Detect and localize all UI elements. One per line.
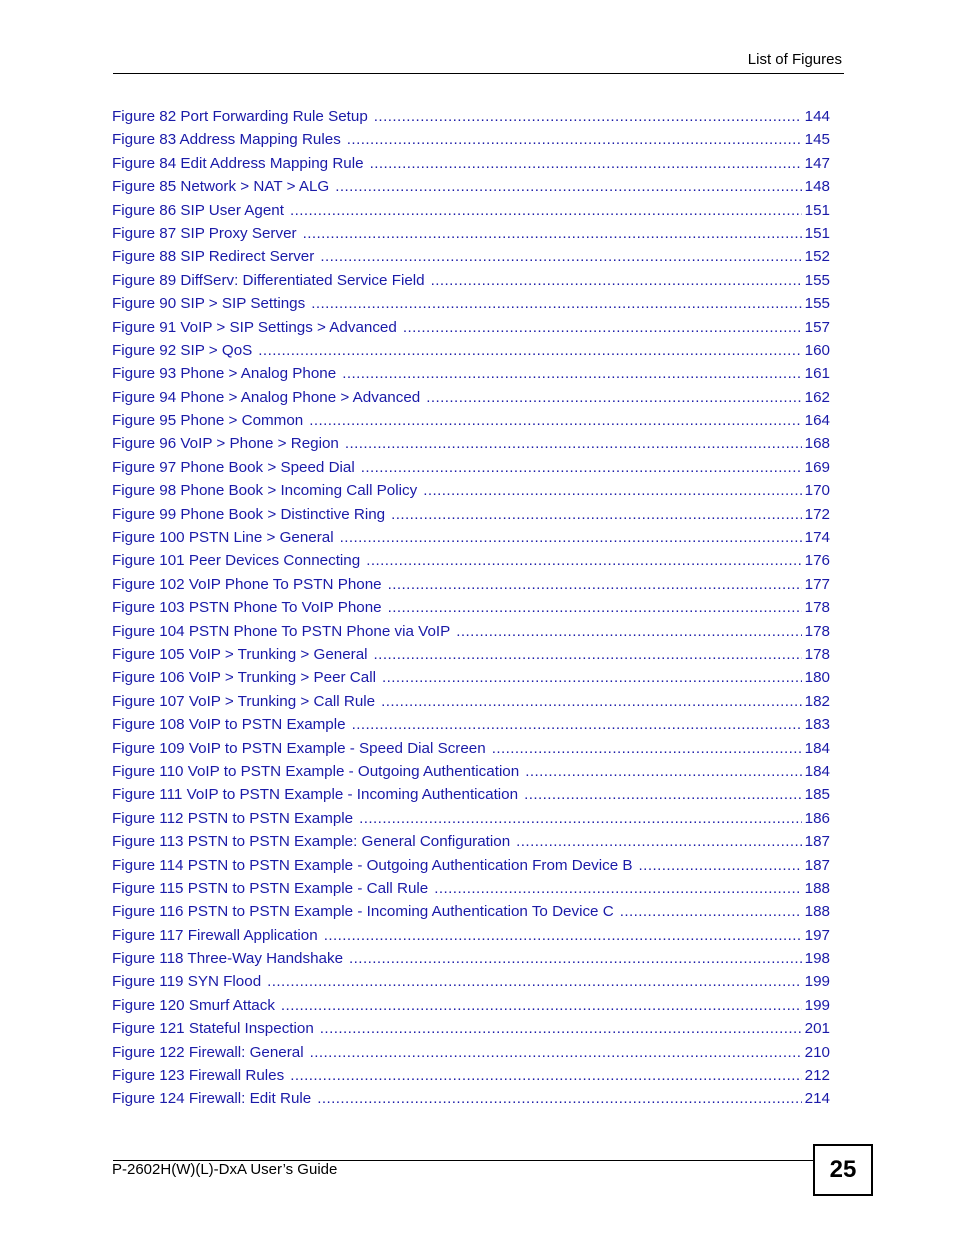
toc-entry[interactable] <box>112 293 830 316</box>
toc-entry[interactable] <box>112 527 830 550</box>
toc-entry-title: Figure 96 VoIP > Phone > Region <box>112 435 339 453</box>
toc-entry-title: Figure 123 Firewall Rules <box>112 1067 285 1085</box>
toc-entry[interactable] <box>112 948 830 971</box>
running-header: List of Figures <box>747 51 842 68</box>
toc-entry-page: 199 <box>804 973 830 991</box>
dot-leader <box>345 433 802 454</box>
toc-entry[interactable] <box>112 714 830 737</box>
toc-entry[interactable] <box>112 223 830 246</box>
toc-entry-title: Figure 115 PSTN to PSTN Example - Call Rule <box>112 879 429 897</box>
toc-entry[interactable] <box>112 246 830 269</box>
toc-entry-title: Figure 99 Phone Book > Distinctive Ring <box>112 505 386 523</box>
dot-leader <box>525 761 801 782</box>
toc-entry[interactable] <box>112 480 830 503</box>
toc-entry-page: 151 <box>804 224 830 242</box>
toc-entry-page: 157 <box>804 318 830 336</box>
dot-leader <box>310 1042 802 1063</box>
toc-entry-title: Figure 97 Phone Book > Speed Dial <box>112 458 355 476</box>
dot-leader <box>403 317 802 338</box>
toc-entry-page: 198 <box>804 950 830 968</box>
toc-entry[interactable] <box>112 855 830 878</box>
toc-entry-title: Figure 116 PSTN to PSTN Example - Incoming Authentication To Device C <box>112 903 614 921</box>
toc-entry-page: 147 <box>804 154 830 172</box>
toc-entry[interactable] <box>112 1088 830 1111</box>
toc-entry-title: Figure 102 VoIP Phone To PSTN Phone <box>112 575 382 593</box>
toc-entry-title: Figure 110 VoIP to PSTN Example - Outgoing Authentication <box>112 762 520 780</box>
dot-leader <box>381 691 802 712</box>
dot-leader <box>317 1088 801 1109</box>
dot-leader <box>456 621 801 642</box>
toc-entry-page: 178 <box>804 645 830 663</box>
toc-entry-title: Figure 85 Network > NAT > ALG <box>112 178 330 196</box>
toc-entry[interactable] <box>112 363 830 386</box>
toc-entry-page: 184 <box>804 739 830 757</box>
toc-entry[interactable] <box>112 410 830 433</box>
toc-entry-title: Figure 109 VoIP to PSTN Example - Speed Dial Screen <box>112 739 486 757</box>
dot-leader <box>524 784 802 805</box>
toc-entry[interactable] <box>112 597 830 620</box>
dot-leader <box>434 878 801 899</box>
toc-entry-page: 214 <box>804 1090 830 1108</box>
dot-leader <box>311 293 801 314</box>
toc-entry[interactable] <box>112 504 830 527</box>
toc-entry[interactable] <box>112 808 830 831</box>
dot-leader <box>347 129 802 150</box>
toc-entry-title: Figure 91 VoIP > SIP Settings > Advanced <box>112 318 397 336</box>
toc-entry[interactable] <box>112 550 830 573</box>
dot-leader <box>335 176 801 197</box>
toc-entry[interactable] <box>112 129 830 152</box>
toc-entry-page: 160 <box>804 341 830 359</box>
toc-entry[interactable] <box>112 457 830 480</box>
toc-entry-title: Figure 111 VoIP to PSTN Example - Incoming Authentication <box>112 786 519 804</box>
toc-entry-page: 178 <box>804 599 830 617</box>
toc-entry-title: Figure 119 SYN Flood <box>112 973 262 991</box>
toc-entry-page: 188 <box>804 879 830 897</box>
dot-leader <box>639 855 802 876</box>
toc-entry[interactable] <box>112 106 830 129</box>
toc-entry[interactable] <box>112 387 830 410</box>
toc-entry-page: 155 <box>804 295 830 313</box>
dot-leader <box>309 410 801 431</box>
toc-entry-title: Figure 112 PSTN to PSTN Example <box>112 809 354 827</box>
toc-entry-title: Figure 105 VoIP > Trunking > General <box>112 645 368 663</box>
toc-entry-page: 144 <box>804 108 830 125</box>
dot-leader <box>423 480 801 501</box>
toc-entry-page: 168 <box>804 435 830 453</box>
toc-entry[interactable] <box>112 1018 830 1041</box>
dot-leader <box>391 504 802 525</box>
toc-entry-title: Figure 84 Edit Address Mapping Rule <box>112 154 364 172</box>
dot-leader <box>303 223 802 244</box>
toc-entry-page: 184 <box>804 762 830 780</box>
toc-entry-title: Figure 121 Stateful Inspection <box>112 1020 314 1038</box>
dot-leader <box>492 738 802 759</box>
toc-entry-page: 161 <box>804 365 830 383</box>
toc-entry-page: 187 <box>804 856 830 874</box>
toc-entry-page: 180 <box>804 669 830 687</box>
toc-entry-title: Figure 124 Firewall: Edit Rule <box>112 1090 312 1108</box>
toc-entry-title: Figure 114 PSTN to PSTN Example - Outgoing Authentication From Device B <box>112 856 633 874</box>
toc-entry-page: 145 <box>804 131 830 149</box>
guide-title: P-2602H(W)(L)-DxA User’s Guide <box>112 1161 338 1178</box>
dot-leader <box>320 1018 802 1039</box>
toc-entry[interactable] <box>112 784 830 807</box>
toc-entry-page: 148 <box>804 178 830 196</box>
toc-entry[interactable] <box>112 971 830 994</box>
toc-entry-page: 169 <box>804 458 830 476</box>
toc-entry[interactable] <box>112 691 830 714</box>
toc-entry[interactable] <box>112 340 830 363</box>
dot-leader <box>374 644 802 665</box>
dot-leader <box>366 550 801 571</box>
toc-entry[interactable] <box>112 1065 830 1088</box>
toc-entry-page: 182 <box>804 692 830 710</box>
dot-leader <box>388 574 802 595</box>
dot-leader <box>290 1065 801 1086</box>
toc-entry[interactable] <box>112 644 830 667</box>
toc-entry-page: 162 <box>804 388 830 406</box>
toc-entry-title: Figure 95 Phone > Common <box>112 412 304 430</box>
toc-entry-page: 151 <box>804 201 830 219</box>
toc-entry-title: Figure 117 Firewall Application <box>112 926 318 944</box>
toc-entry-page: 152 <box>804 248 830 266</box>
toc-entry-page: 187 <box>804 833 830 851</box>
dot-leader <box>290 200 802 221</box>
toc-entry[interactable] <box>112 667 830 690</box>
toc-entry-page: 178 <box>804 622 830 640</box>
list-of-figures <box>112 106 830 1112</box>
dot-leader <box>388 597 802 618</box>
dot-leader <box>426 387 801 408</box>
toc-entry-page: 174 <box>804 529 830 547</box>
toc-entry-title: Figure 98 Phone Book > Incoming Call Policy <box>112 482 418 500</box>
toc-entry-title: Figure 113 PSTN to PSTN Example: General Configuration <box>112 833 511 851</box>
toc-entry-title: Figure 100 PSTN Line > General <box>112 529 334 547</box>
toc-entry-page: 201 <box>804 1020 830 1038</box>
page-number: 25 <box>813 1144 873 1196</box>
toc-entry-page: 155 <box>804 271 830 289</box>
dot-leader <box>431 270 802 291</box>
toc-entry[interactable] <box>112 153 830 176</box>
dot-leader <box>370 153 802 174</box>
toc-entry-page: 164 <box>804 412 830 430</box>
toc-entry-title: Figure 107 VoIP > Trunking > Call Rule <box>112 692 376 710</box>
toc-entry[interactable] <box>112 317 830 340</box>
toc-entry-page: 197 <box>804 926 830 944</box>
dot-leader <box>267 971 802 992</box>
toc-entry[interactable] <box>112 176 830 199</box>
toc-entry-page: 210 <box>804 1043 830 1061</box>
toc-entry[interactable] <box>112 574 830 597</box>
dot-leader <box>516 831 802 852</box>
dot-leader <box>342 363 801 384</box>
header-divider <box>113 73 844 74</box>
dot-leader <box>281 995 802 1016</box>
toc-entry-title: Figure 120 Smurf Attack <box>112 996 275 1014</box>
toc-entry-title: Figure 122 Firewall: General <box>112 1043 304 1061</box>
toc-entry[interactable] <box>112 761 830 784</box>
toc-entry-page: 177 <box>804 575 830 593</box>
dot-leader <box>320 246 801 267</box>
toc-entry[interactable] <box>112 738 830 761</box>
toc-entry-title: Figure 104 PSTN Phone To PSTN Phone via VoIP <box>112 622 451 640</box>
toc-entry-title: Figure 93 Phone > Analog Phone <box>112 365 337 383</box>
toc-entry[interactable] <box>112 831 830 854</box>
toc-entry[interactable] <box>112 878 830 901</box>
dot-leader <box>340 527 802 548</box>
dot-leader <box>324 925 802 946</box>
toc-entry[interactable] <box>112 270 830 293</box>
toc-entry-page: 176 <box>804 552 830 570</box>
toc-entry-page: 170 <box>804 482 830 500</box>
toc-entry-title: Figure 83 Address Mapping Rules <box>112 131 341 149</box>
toc-entry-page: 183 <box>804 716 830 734</box>
toc-entry-page: 188 <box>804 903 830 921</box>
toc-entry-title: Figure 106 VoIP > Trunking > Peer Call <box>112 669 376 687</box>
dot-leader <box>361 457 802 478</box>
toc-entry-title: Figure 89 DiffServ: Differentiated Service Field <box>112 271 425 289</box>
toc-entry-title: Figure 88 SIP Redirect Server <box>112 248 315 266</box>
toc-entry-page: 172 <box>804 505 830 523</box>
toc-entry-page: 212 <box>804 1067 830 1085</box>
dot-leader <box>352 714 802 735</box>
toc-entry-title: Figure 108 VoIP to PSTN Example <box>112 716 346 734</box>
dot-leader <box>258 340 801 361</box>
toc-entry-page: 199 <box>804 996 830 1014</box>
dot-leader <box>359 808 802 829</box>
toc-entry[interactable] <box>112 433 830 456</box>
toc-entry-title: Figure 87 SIP Proxy Server <box>112 224 297 242</box>
toc-entry[interactable] <box>112 925 830 948</box>
toc-entry-title: Figure 101 Peer Devices Connecting <box>112 552 361 570</box>
dot-leader <box>382 667 802 688</box>
toc-entry-title: Figure 118 Three-Way Handshake <box>112 950 344 968</box>
toc-entry[interactable] <box>112 995 830 1018</box>
toc-entry-title: Figure 90 SIP > SIP Settings <box>112 295 306 313</box>
toc-entry-title: Figure 92 SIP > QoS <box>112 341 253 359</box>
dot-leader <box>374 106 802 127</box>
dot-leader <box>620 901 802 922</box>
dot-leader <box>349 948 802 969</box>
toc-entry[interactable] <box>112 1042 830 1065</box>
toc-entry-page: 186 <box>804 809 830 827</box>
toc-entry[interactable] <box>112 200 830 223</box>
toc-entry[interactable] <box>112 621 830 644</box>
toc-entry-title: Figure 86 SIP User Agent <box>112 201 284 219</box>
toc-entry-title: Figure 94 Phone > Analog Phone > Advanced <box>112 388 421 406</box>
toc-entry-page: 185 <box>804 786 830 804</box>
toc-entry[interactable] <box>112 901 830 924</box>
toc-entry-title: Figure 103 PSTN Phone To VoIP Phone <box>112 599 382 617</box>
toc-entry-title: Figure 82 Port Forwarding Rule Setup <box>112 108 368 125</box>
